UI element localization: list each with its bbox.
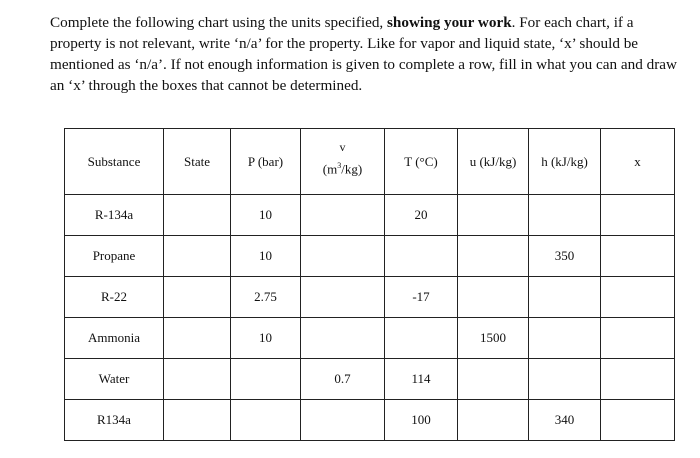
- cell-volume: 0.7: [301, 359, 385, 400]
- cell-internal-energy: [458, 359, 529, 400]
- cell-quality: [601, 318, 675, 359]
- cell-pressure: 10: [231, 318, 301, 359]
- cell-temperature: [385, 318, 458, 359]
- cell-substance: Water: [65, 359, 164, 400]
- header-state: State: [164, 129, 231, 195]
- header-specific-volume: [301, 129, 385, 195]
- cell-pressure: 10: [231, 236, 301, 277]
- cell-temperature: [385, 236, 458, 277]
- cell-state: [164, 236, 231, 277]
- chart-body: [65, 195, 675, 441]
- cell-temperature: 100: [385, 400, 458, 441]
- cell-pressure: [231, 359, 301, 400]
- instructions-text-rest: . For each chart, if a property is not relevant, write ‘n/a’ for the property. Like for vapor and liquid state, ‘x’ should be mentioned as ‘n/a’. If not enough information is given to complete a row, fill in what you can and draw an ‘x’ through the boxes that cannot be determined.: [50, 14, 678, 94]
- cell-enthalpy: [529, 318, 601, 359]
- cell-substance: R-22: [65, 277, 164, 318]
- cell-quality: [601, 236, 675, 277]
- table-row: [65, 318, 675, 359]
- header-internal-energy: u (kJ/kg): [458, 129, 529, 195]
- cell-pressure: 2.75: [231, 277, 301, 318]
- cell-volume: [301, 277, 385, 318]
- header-row: [65, 129, 675, 195]
- cell-internal-energy: [458, 236, 529, 277]
- cell-enthalpy: [529, 359, 601, 400]
- cell-internal-energy: 1500: [458, 318, 529, 359]
- cell-temperature: 114: [385, 359, 458, 400]
- cell-enthalpy: 350: [529, 236, 601, 277]
- cell-quality: [601, 359, 675, 400]
- property-chart-table: [64, 128, 675, 441]
- cell-volume: [301, 195, 385, 236]
- cell-quality: [601, 400, 675, 441]
- cell-volume: [301, 400, 385, 441]
- table-row: [65, 195, 675, 236]
- cell-state: [164, 400, 231, 441]
- cell-temperature: -17: [385, 277, 458, 318]
- cell-enthalpy: 340: [529, 400, 601, 441]
- header-substance: Substance: [65, 129, 164, 195]
- header-enthalpy: h (kJ/kg): [529, 129, 601, 195]
- header-volume-units: $(m^3/kg)$: [322, 161, 363, 177]
- cell-volume: [301, 318, 385, 359]
- cell-pressure: 10: [231, 195, 301, 236]
- cell-internal-energy: [458, 400, 529, 441]
- cell-state: [164, 318, 231, 359]
- cell-quality: [601, 195, 675, 236]
- table-row: [65, 236, 675, 277]
- cell-substance: Ammonia: [65, 318, 164, 359]
- cell-internal-energy: [458, 277, 529, 318]
- cell-internal-energy: [458, 195, 529, 236]
- cell-enthalpy: [529, 195, 601, 236]
- cell-temperature: 20: [385, 195, 458, 236]
- table-row: [65, 400, 675, 441]
- header-temperature: T (°C): [385, 129, 458, 195]
- instructions-bold-phrase: showing your work: [387, 14, 512, 31]
- cell-pressure: [231, 400, 301, 441]
- cell-enthalpy: [529, 277, 601, 318]
- instructions-text-start: Complete the following chart using the units specified,: [50, 14, 388, 31]
- cell-state: [164, 195, 231, 236]
- cell-substance: R134a: [65, 400, 164, 441]
- cell-substance: Propane: [65, 236, 164, 277]
- header-volume-symbol: v: [339, 140, 346, 154]
- header-quality: x: [601, 129, 675, 195]
- cell-substance: R-134a: [65, 195, 164, 236]
- cell-quality: [601, 277, 675, 318]
- header-pressure: P (bar): [231, 129, 301, 195]
- instructions-paragraph: [50, 12, 678, 96]
- cell-state: [164, 277, 231, 318]
- table-row: [65, 359, 675, 400]
- cell-state: [164, 359, 231, 400]
- cell-volume: [301, 236, 385, 277]
- table-row: [65, 277, 675, 318]
